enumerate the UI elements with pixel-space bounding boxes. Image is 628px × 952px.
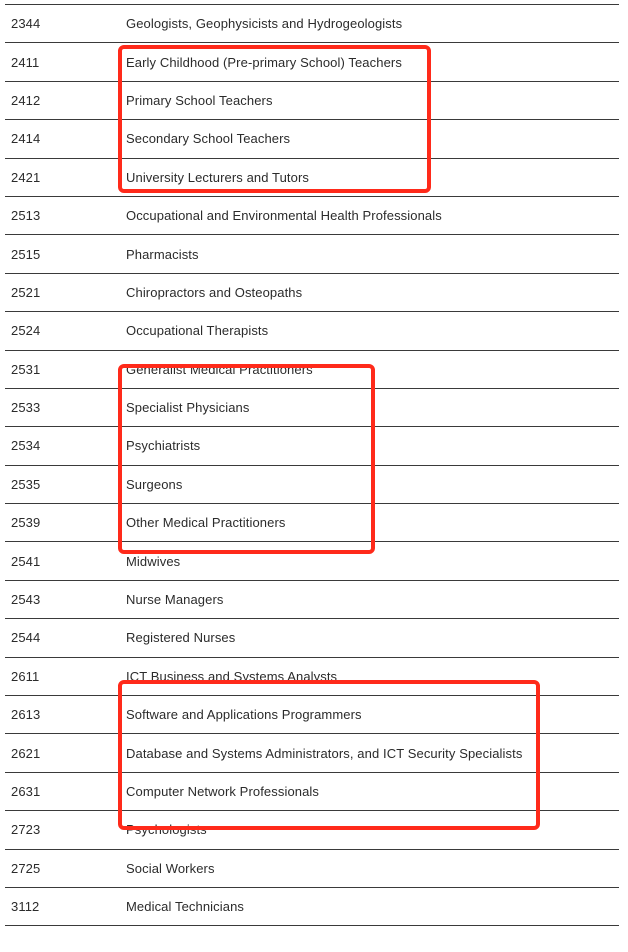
occupation-title: Primary School Teachers (126, 92, 273, 108)
occupation-code: 2631 (11, 784, 41, 799)
occupation-code: 3112 (11, 899, 40, 915)
occupation-code: 2524 (11, 323, 41, 339)
table-row (5, 82, 619, 120)
occupation-title: Midwives (126, 553, 181, 569)
occupation-title: Generalist Medical Practitioners (126, 361, 313, 377)
occupation-code: 2541 (11, 553, 41, 569)
occupation-code: 2521 (11, 284, 41, 300)
occupation-title: University Lecturers and Tutors (126, 169, 310, 185)
occupation-code: 2531 (11, 361, 41, 377)
table-row (5, 197, 619, 235)
table-row (5, 734, 619, 772)
occupation-title: Medical Technicians (126, 899, 244, 915)
table-row (5, 888, 619, 926)
occupation-code: 2613 (11, 707, 41, 723)
table-row (5, 312, 619, 350)
table-row (5, 581, 619, 619)
occupation-title: Registered Nurses (126, 630, 236, 646)
table-row (5, 619, 619, 657)
occupation-code: 2414 (11, 131, 41, 147)
table-row (5, 427, 619, 465)
occupation-code: 2513 (11, 208, 41, 224)
occupation-code: 2621 (11, 745, 41, 761)
occupation-title: ICT Business and Systems Analysts (126, 668, 338, 684)
occupation-code: 2515 (11, 246, 41, 262)
occupation-table (5, 4, 619, 926)
occupation-code: 2412 (11, 92, 41, 108)
table-row (5, 274, 619, 312)
table-row (5, 542, 619, 580)
occupation-title: Database and Systems Administrators, and ICT Security Specialists (126, 745, 523, 761)
table-row (5, 850, 619, 888)
occupation-title: Computer Network Professionals (126, 784, 320, 799)
table-row (5, 120, 619, 158)
occupation-title: Specialist Physicians (126, 400, 250, 416)
occupation-code: 2611 (11, 668, 40, 684)
occupation-code: 2539 (11, 515, 41, 531)
table-row (5, 235, 619, 273)
occupation-code: 2533 (11, 400, 41, 416)
occupation-title: Surgeons (126, 476, 183, 492)
table-row (5, 389, 619, 427)
occupation-code: 2725 (11, 860, 41, 876)
occupation-title: Social Workers (126, 860, 215, 876)
table-row (5, 466, 619, 504)
occupation-code: 2411 (11, 54, 40, 70)
occupation-code: 2544 (11, 630, 41, 646)
occupation-title: Pharmacists (126, 246, 199, 262)
occupation-title: Chiropractors and Osteopaths (126, 284, 303, 300)
occupation-title: Nurse Managers (126, 592, 224, 608)
occupation-code: 2534 (11, 438, 41, 454)
occupation-title: Early Childhood (Pre-primary School) Teachers (126, 54, 402, 70)
occupation-title: Other Medical Practitioners (126, 515, 286, 531)
occupation-title: Secondary School Teachers (126, 131, 291, 147)
occupation-title: Occupational Therapists (126, 323, 269, 339)
occupation-code: 2723 (11, 822, 41, 838)
occupation-code: 2535 (11, 476, 41, 492)
occupation-title: Geologists, Geophysicists and Hydrogeologists (126, 16, 403, 32)
occupation-title: Software and Applications Programmers (126, 707, 362, 723)
occupation-code: 2543 (11, 592, 41, 608)
table-row (5, 5, 619, 43)
table-row (5, 773, 619, 811)
table-row (5, 696, 619, 734)
occupation-title: Psychologists (126, 822, 207, 838)
occupation-title: Occupational and Environmental Health Professionals (126, 208, 442, 224)
occupation-code: 2421 (11, 169, 41, 185)
table-row (5, 811, 619, 849)
table-row (5, 43, 619, 81)
occupation-title: Psychiatrists (126, 438, 201, 454)
table-row (5, 351, 619, 389)
table-row (5, 658, 619, 696)
table-row (5, 159, 619, 197)
table-row (5, 504, 619, 542)
occupation-code: 2344 (11, 16, 41, 32)
